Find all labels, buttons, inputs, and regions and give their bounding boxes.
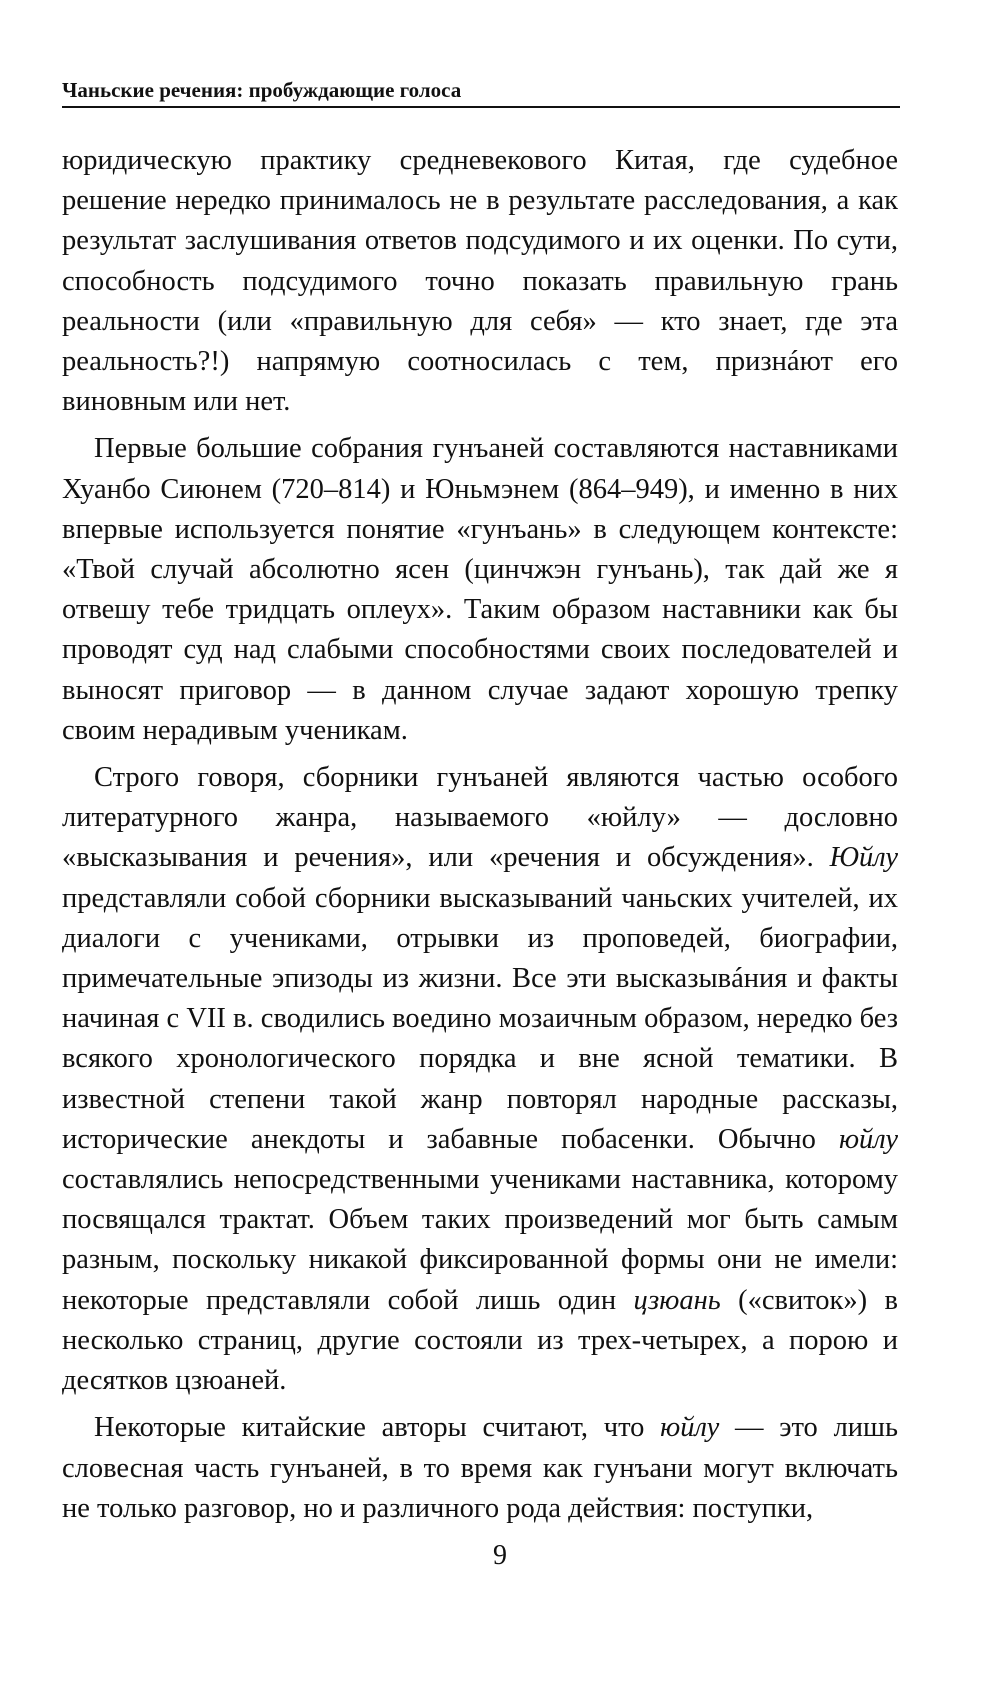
page-number: 9	[493, 1540, 507, 1571]
italic-term: цзюань	[633, 1284, 721, 1316]
italic-term: юйлу	[838, 1123, 898, 1155]
paragraph	[62, 1408, 898, 1529]
italic-term: Юйлу	[829, 842, 898, 874]
italic-term: юйлу	[660, 1412, 720, 1444]
text-run: Некоторые китайские авторы считают, что	[94, 1412, 661, 1444]
text-run: Первые большие собрания гунъаней составляются наставниками Хуанбо Сиюнем (720–814) и Юньмэнем (864–949), и именно в них впервые используется понятие «гунъань» в следующем контексте: «Твой случай абсолютно ясен (цинчжэн гунъань), так дай же я отвешу тебе тридцать оплеух». Таким образом наставники как бы проводят суд над слабыми способностями своих последователей и выносят приговор — в данном случае задают хорошую трепку своим нерадивым ученикам.	[62, 433, 898, 746]
paragraph	[62, 141, 898, 422]
text-run: — это лишь словесная часть гунъаней, в то время как гунъани могут включать не только разговор, но и различного рода действия: поступки,	[62, 1412, 898, 1524]
header-rule	[62, 106, 900, 108]
text-run: представляли собой сборники высказываний чаньских учителей, их диалоги с учениками, отрывки из проповедей, биографии, примечательные эпизоды из жизни. Все эти высказывáния и факты начиная с VII в. сводились воедино мозаичным образом, нередко без всякого хронологического порядка и вне ясной тематики. В известной степени такой жанр повторял народные рассказы, исторические анекдоты и забавные побасенки. Обычно	[62, 882, 898, 1155]
body-text	[62, 141, 898, 1529]
running-head: Чаньские речения: пробуждающие голоса	[62, 78, 462, 102]
text-run: юридическую практику средневекового Китая, где судебное решение нередко принималось не в результате расследования, а как результат заслушивания ответов подсудимого и их оценки. По сути, способность подсудимого точно показать правильную грань реальности (или «правильную для себя» — кто знает, где эта реальность?!) напрямую соотносилась с тем, признáют его виновным или нет.	[62, 145, 898, 418]
text-run: («свиток») в несколько страниц, другие состояли из трех-четырех, а порою и десятков цзюаней.	[62, 1284, 898, 1397]
paragraph	[62, 758, 898, 1401]
paragraph	[62, 429, 898, 751]
text-run: Строго говоря, сборники гунъаней являются частью особого литературного жанра, называемого «юйлу» — дословно «высказывания и речения», или «речения и обсуждения».	[62, 762, 898, 874]
text-run: составлялись непосредственными учениками наставника, которому посвящался трактат. Объем таких произведений мог быть самым разным, поскольку никакой фиксированной формы они не имели: некоторые представляли собой лишь один	[62, 1164, 898, 1316]
